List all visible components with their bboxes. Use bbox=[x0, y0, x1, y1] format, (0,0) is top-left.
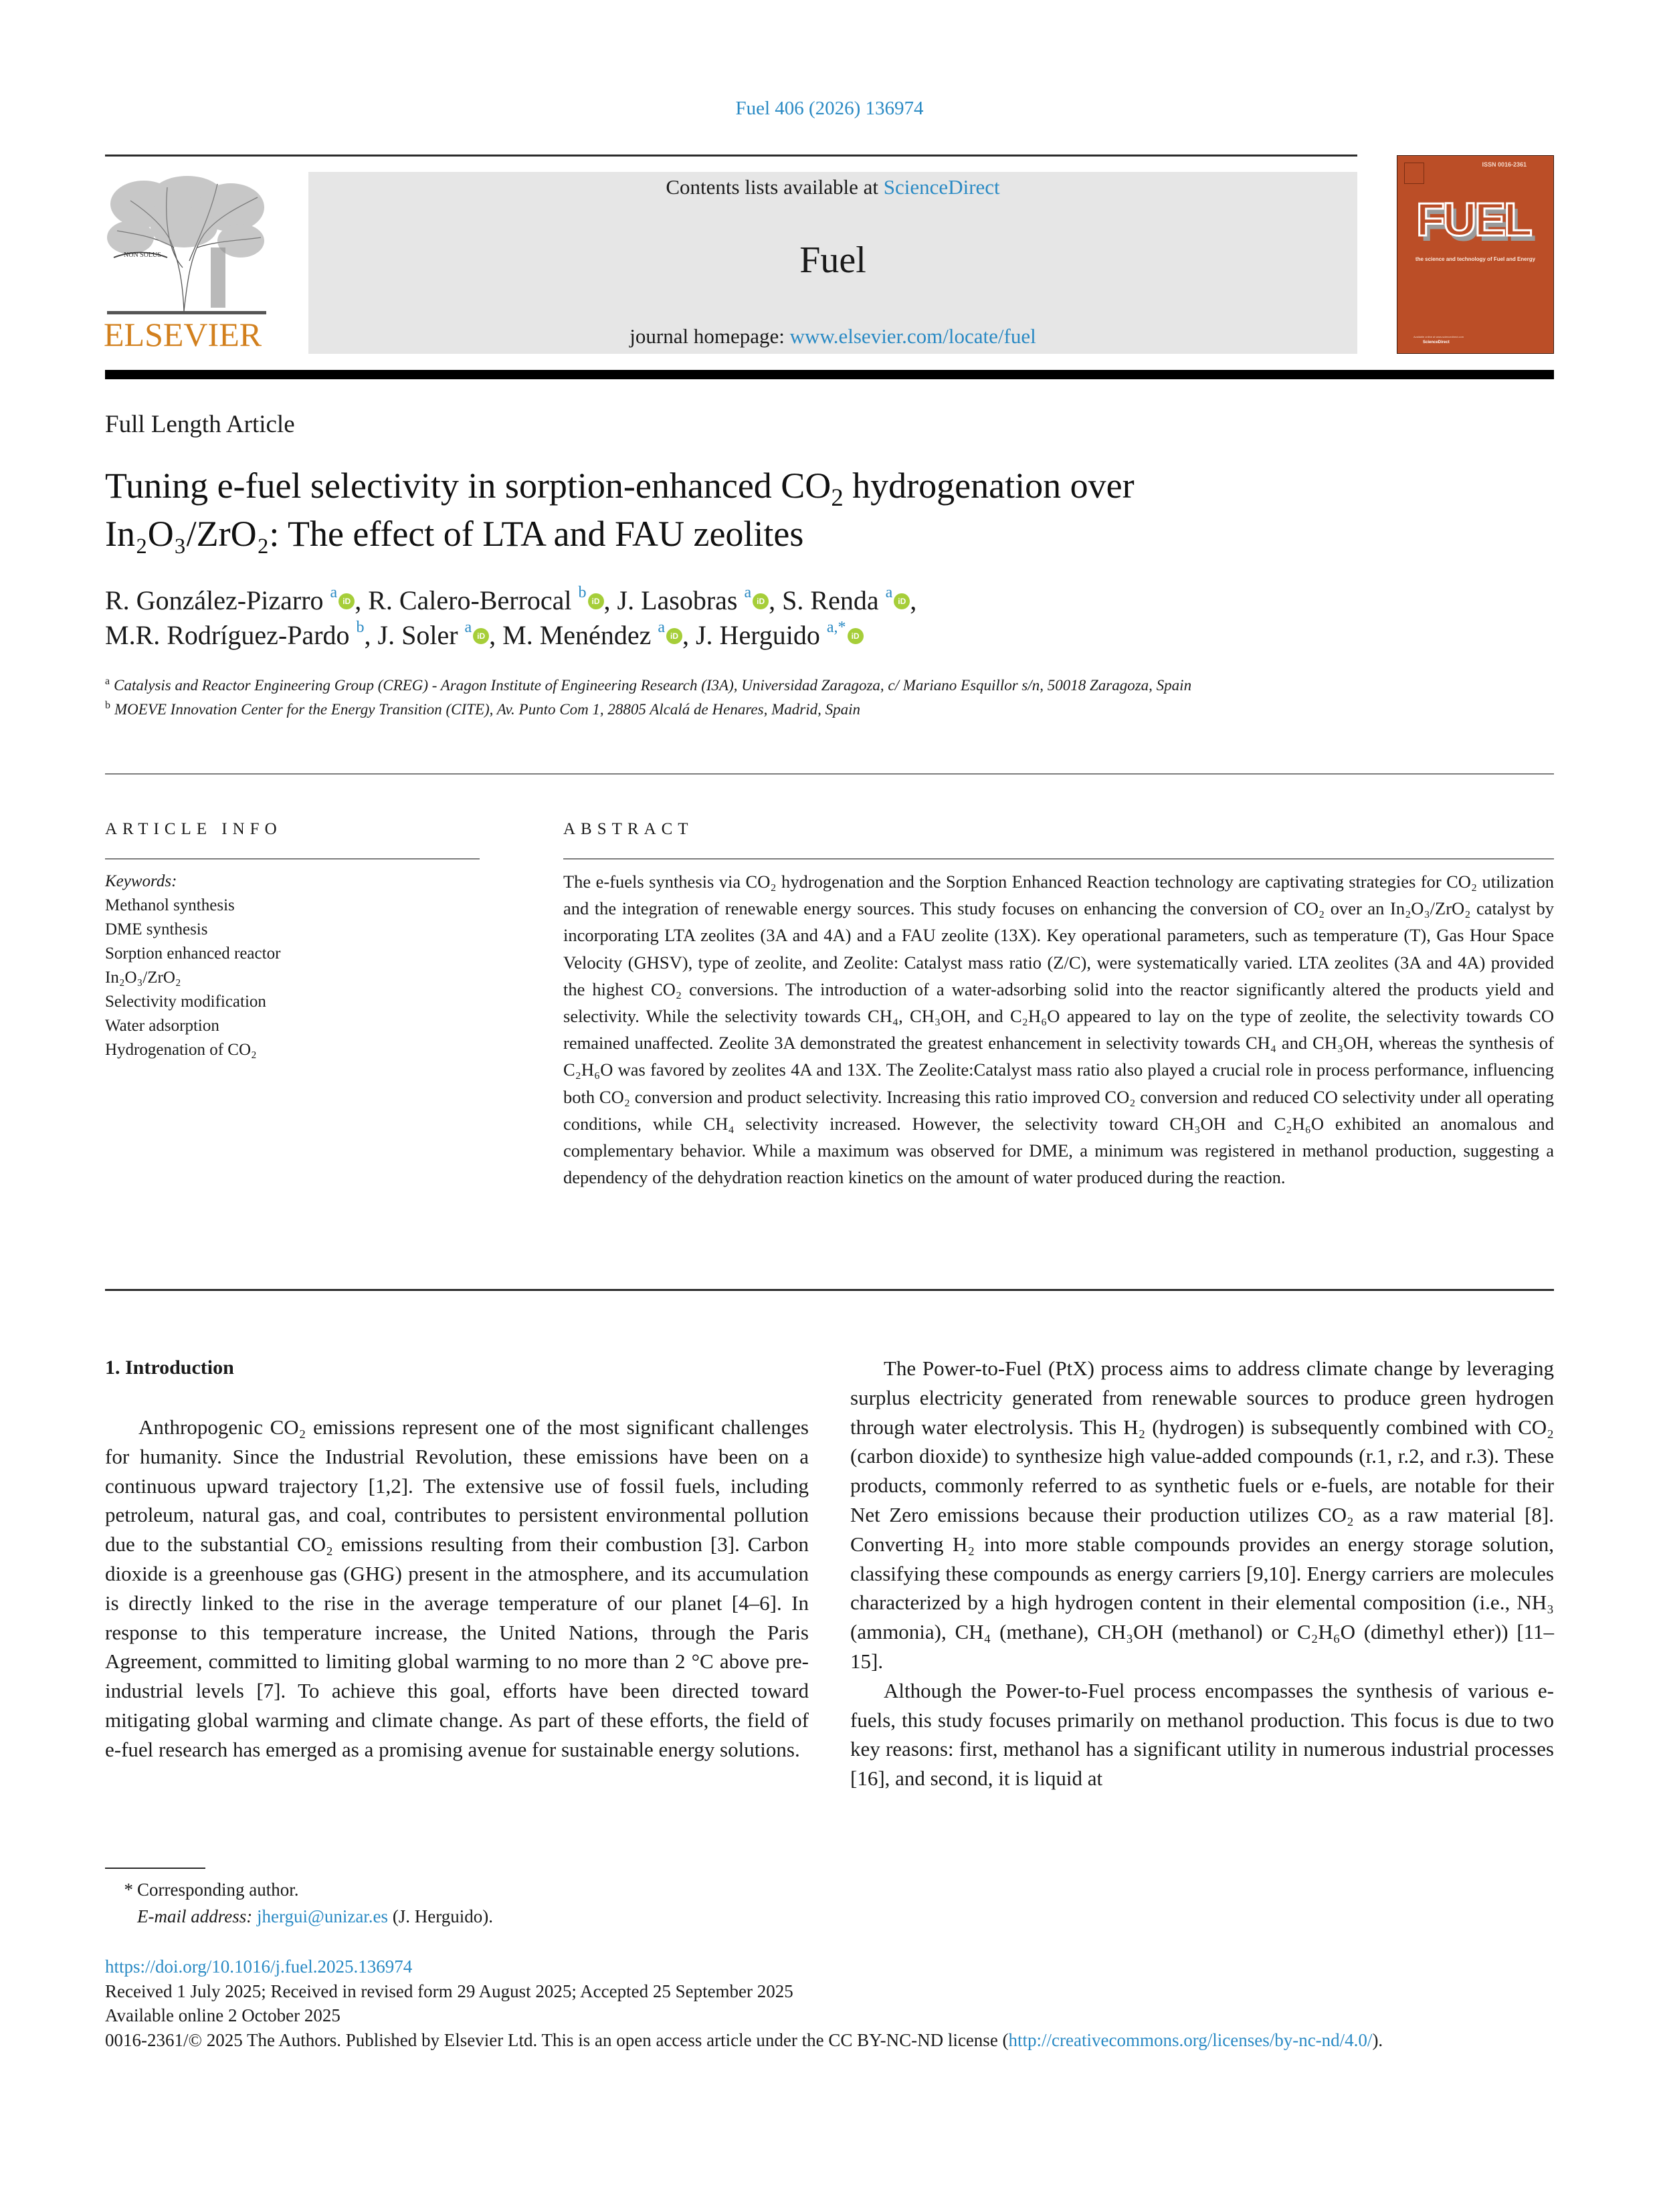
article-title bbox=[105, 462, 1510, 558]
separator: , bbox=[364, 620, 378, 650]
body-column-right bbox=[850, 1354, 1554, 1793]
keywords-label: Keywords: bbox=[105, 872, 177, 890]
journal-name: Fuel bbox=[799, 239, 866, 281]
author[interactable] bbox=[105, 585, 355, 615]
keyword: Sorption enhanced reactor bbox=[105, 944, 281, 963]
author-name[interactable]: M.R. Rodríguez-Pardo bbox=[105, 620, 350, 650]
introduction-heading: 1. Introduction bbox=[105, 1356, 234, 1379]
section-divider bbox=[105, 773, 1554, 775]
footnote-star: * bbox=[124, 1880, 133, 1900]
tree-logo-icon bbox=[104, 174, 268, 318]
keywords-list bbox=[105, 870, 280, 1062]
author[interactable] bbox=[696, 620, 864, 650]
copyright-suffix: ). bbox=[1372, 2029, 1383, 2050]
affiliation-mark: a bbox=[105, 676, 110, 688]
orcid-icon[interactable]: iD bbox=[473, 628, 489, 644]
author[interactable] bbox=[617, 585, 769, 615]
author-name[interactable]: J. Herguido bbox=[695, 620, 820, 650]
email-note bbox=[105, 1903, 493, 1930]
author[interactable] bbox=[502, 620, 682, 650]
homepage-prefix: journal homepage: bbox=[629, 324, 790, 348]
svg-text:NON SOLUS: NON SOLUS bbox=[124, 252, 161, 259]
corresponding-label: Corresponding author. bbox=[137, 1880, 299, 1900]
orcid-icon[interactable]: iD bbox=[666, 628, 682, 644]
cover-available-note: Available online at www.sciencedirect.com bbox=[1413, 335, 1464, 338]
body-paragraph: Anthropogenic CO₂ emissions represent one of the most significant challenges for humanity. Since the Industrial Revolution, these emissions have been on a continuous upward trajectory [1,2]. The extensive use of fossil fuels, including petroleum, natural gas, and coal, contributes to persistent environmental pollution due to the substantial CO₂ emissions resulting from their combustion [3]. Carbon dioxide is a greenhouse gas (GHG) present in the atmosphere, and its accumulation is directly linked to the rise in the average temperature of our planet [4–6]. In response to this temperature increase, the United Nations, through the Paris Agreement, committed to limiting global warming to no more than 2 °C above pre-industrial levels [7]. To achieve this goal, efforts have been directed toward mitigating global warming and climate change. As part of these efforts, the field of e-fuel research has emerged as a promising avenue for sustainable energy solutions. bbox=[105, 1415, 809, 1761]
body-paragraph: Although the Power-to-Fuel process encompasses the synthesis of various e-fuels, this study focuses primarily on methanol production. This focus is due to two key reasons: first, methanol has a significant utility in numerous industrial processes [16], and second, it is liquid at bbox=[850, 1678, 1554, 1791]
separator: , bbox=[682, 620, 696, 650]
affiliation-marker[interactable]: a bbox=[744, 583, 752, 601]
journal-masthead bbox=[308, 172, 1357, 354]
journal-homepage-line bbox=[308, 324, 1357, 348]
abstract-text: The e-fuels synthesis via CO₂ hydrogenation and the Sorption Enhanced Reaction technology are captivating strategies for CO₂ utilization and the integration of renewable energy sources. This study focuses on enhancing the conversion of CO₂ over an In₂O₃/ZrO₂ catalyst by incorporating LTA zeolites (3A and 4A) and a FAU zeolite (13X). Key operational parameters, such as temperature (T), Gas Hour Space Velocity (GHSV), type of zeolite, and Zeolite: Catalyst mass ratio (Z/C), were systematically varied. LTA zeolites (3A and 4A) provided the highest CO₂ conversions. The introduction of a water-adsorbing solid into the reactor significantly altered the products yield and selectivity. While the selectivity towards CH₄, CH₃OH, and C₂H₆O appeared to lay on the type of zeolite, the selectivity towards CO remained unaffected. Zeolite 3A demonstrated the greatest enhancement in selectivity towards CH₄ and CH₃OH, whereas the synthesis of C₂H₆O was favored by zeolites 4A and 13X. The Zeolite:Catalyst mass ratio also played a crucial role in process performance, influencing both CO₂ conversion and product selectivity. Increasing this ratio improved CO₂ conversion and reduced CO selectivity under all operating conditions, while CH₄ selectivity increased. However, the selectivity toward CH₃OH and C₂H₆O exhibited an anomalous and complementary behavior. While a maximum was observed for DME, a minimum was registered in methanol production, suggesting a dependency of the dehydration reaction kinetics on the amount of water produced during the reaction. bbox=[563, 872, 1554, 1188]
orcid-icon[interactable]: iD bbox=[894, 593, 910, 609]
article-type: Full Length Article bbox=[105, 411, 295, 438]
contents-available-line bbox=[308, 175, 1357, 199]
copyright-text: 0016-2361/© 2025 The Authors. Published by Elsevier Ltd. This is an open access article under the CC BY-NC-ND license ( bbox=[105, 2029, 1009, 2050]
doi-link[interactable]: https://doi.org/10.1016/j.fuel.2025.136974 bbox=[105, 1956, 413, 1977]
separator: , bbox=[910, 585, 917, 615]
abstract-heading: ABSTRACT bbox=[563, 820, 694, 838]
article-info-rule bbox=[105, 858, 480, 860]
author-name[interactable]: R. Calero-Berrocal bbox=[368, 585, 572, 615]
license-link[interactable]: http://creativecommons.org/licenses/by-nc-nd/4.0/ bbox=[1008, 2029, 1373, 2050]
affiliation-marker[interactable]: a bbox=[658, 618, 665, 636]
author[interactable] bbox=[378, 620, 490, 650]
footnote-rule bbox=[105, 1868, 205, 1869]
cover-sciencedirect: ScienceDirect bbox=[1423, 340, 1450, 344]
article-info-heading: ARTICLE INFO bbox=[105, 820, 282, 838]
email-owner: (J. Herguido). bbox=[388, 1906, 494, 1926]
journal-reference-link[interactable]: Fuel 406 (2026) 136974 bbox=[735, 98, 924, 119]
title-line-2: In₂O₃/ZrO₂: The effect of LTA and FAU zeolites bbox=[105, 514, 804, 554]
orcid-icon[interactable]: iD bbox=[338, 593, 355, 609]
copyright-line bbox=[105, 2028, 1557, 2053]
affiliation-b bbox=[105, 698, 1376, 722]
affiliations bbox=[105, 674, 1376, 722]
elsevier-logo bbox=[104, 174, 271, 358]
separator: , bbox=[769, 585, 783, 615]
affiliation-mark: b bbox=[105, 700, 110, 712]
sciencedirect-link[interactable]: ScienceDirect bbox=[883, 175, 1000, 199]
keyword: DME synthesis bbox=[105, 920, 208, 938]
title-part: Tuning e-fuel selectivity in sorption-enhanced CO bbox=[105, 466, 832, 506]
affiliation-marker[interactable]: a bbox=[464, 618, 472, 636]
author-name[interactable]: J. Soler bbox=[377, 620, 458, 650]
author-name[interactable]: R. González-Pizarro bbox=[105, 585, 324, 615]
cover-issn: ISSN 0016-2361 bbox=[1482, 161, 1527, 168]
cover-title: FUEL bbox=[1416, 193, 1531, 245]
author[interactable] bbox=[105, 620, 365, 650]
affiliation-text: Catalysis and Reactor Engineering Group (CREG) - Aragon Institute of Engineering Research (I3A), Universidad Zaragoza, c/ Mariano Esquillor s/n, 50018 Zaragoza, Spain bbox=[114, 677, 1192, 694]
keyword: In₂O₃/ZrO₂ bbox=[105, 969, 181, 987]
elsevier-wordmark: ELSEVIER bbox=[104, 316, 262, 353]
keyword: Methanol synthesis bbox=[105, 896, 235, 914]
affiliation-text: MOEVE Innovation Center for the Energy Transition (CITE), Av. Punto Com 1, 28805 Alcalá de Henares, Madrid, Spain bbox=[114, 701, 860, 718]
email-link[interactable]: jhergui@unizar.es bbox=[256, 1906, 389, 1926]
available-online-date: Available online 2 October 2025 bbox=[105, 2005, 340, 2025]
section-divider bbox=[105, 1289, 1554, 1291]
abstract-rule bbox=[563, 858, 1554, 860]
separator: , bbox=[355, 585, 369, 615]
affiliation-marker[interactable]: a bbox=[885, 583, 893, 601]
cover-tagline: the science and technology of Fuel and Energy bbox=[1415, 256, 1536, 262]
journal-homepage-link[interactable]: www.elsevier.com/locate/fuel bbox=[789, 324, 1036, 348]
cover-elsevier-mini-logo bbox=[1404, 163, 1424, 184]
orcid-icon[interactable]: iD bbox=[753, 593, 769, 609]
affiliation-a bbox=[105, 674, 1376, 698]
footnotes bbox=[105, 1876, 493, 1930]
corresponding-author-note bbox=[105, 1876, 493, 1903]
orcid-icon[interactable]: iD bbox=[848, 628, 864, 644]
email-label: E-mail address: bbox=[137, 1906, 253, 1926]
title-subscript: 2 bbox=[831, 483, 844, 511]
author-name[interactable]: M. Menéndez bbox=[502, 620, 652, 650]
affiliation-marker[interactable]: b bbox=[356, 618, 365, 636]
author[interactable] bbox=[782, 585, 910, 615]
contents-prefix: Contents lists available at bbox=[666, 175, 884, 199]
header-thick-bar bbox=[105, 370, 1554, 379]
orcid-icon[interactable]: iD bbox=[588, 593, 604, 609]
received-dates: Received 1 July 2025; Received in revised form 29 August 2025; Accepted 25 September 2025 bbox=[105, 1981, 793, 2001]
title-part: hydrogenation over bbox=[843, 466, 1135, 506]
keyword: Water adsorption bbox=[105, 1017, 219, 1035]
body-column-left bbox=[105, 1413, 809, 1765]
separator: , bbox=[489, 620, 503, 650]
author[interactable] bbox=[368, 585, 603, 615]
header-rule bbox=[105, 155, 1357, 157]
journal-cover-image bbox=[1397, 155, 1554, 354]
separator: , bbox=[603, 585, 617, 615]
affiliation-marker[interactable]: a bbox=[330, 583, 338, 601]
body-paragraph: The Power-to-Fuel (PtX) process aims to address climate change by leveraging surplus electricity generated from renewable sources to produce green hydrogen through water electrolysis. This H₂ (hydrogen) is subsequently combined with CO₂ (carbon dioxide) to synthesize high value-added compounds (r.1, r.2, and r.3). These products, commonly referred to as synthetic fuels or e-fuels, are notable for their Net Zero emissions because their production utilizes CO₂ as a raw material [8]. Converting H₂ into more stable compounds provides an energy storage solution, classifying these compounds as energy carriers [9,10]. Energy carriers are molecules characterized by a high hydrogen content in their elemental composition (i.e., NH₃ (ammonia), CH₄ (methane), CH₃OH (methanol) or C₂H₆O (dimethyl ether)) [11–15]. bbox=[850, 1356, 1554, 1673]
author-list bbox=[105, 583, 1443, 653]
author-name[interactable]: J. Lasobras bbox=[617, 585, 738, 615]
keyword: Selectivity modification bbox=[105, 993, 266, 1011]
affiliation-marker[interactable]: a,* bbox=[826, 618, 846, 636]
article-metadata bbox=[105, 1954, 1557, 2052]
author-name[interactable]: S. Renda bbox=[782, 585, 879, 615]
affiliation-marker[interactable]: b bbox=[578, 583, 587, 601]
keyword: Hydrogenation of CO₂ bbox=[105, 1041, 257, 1059]
